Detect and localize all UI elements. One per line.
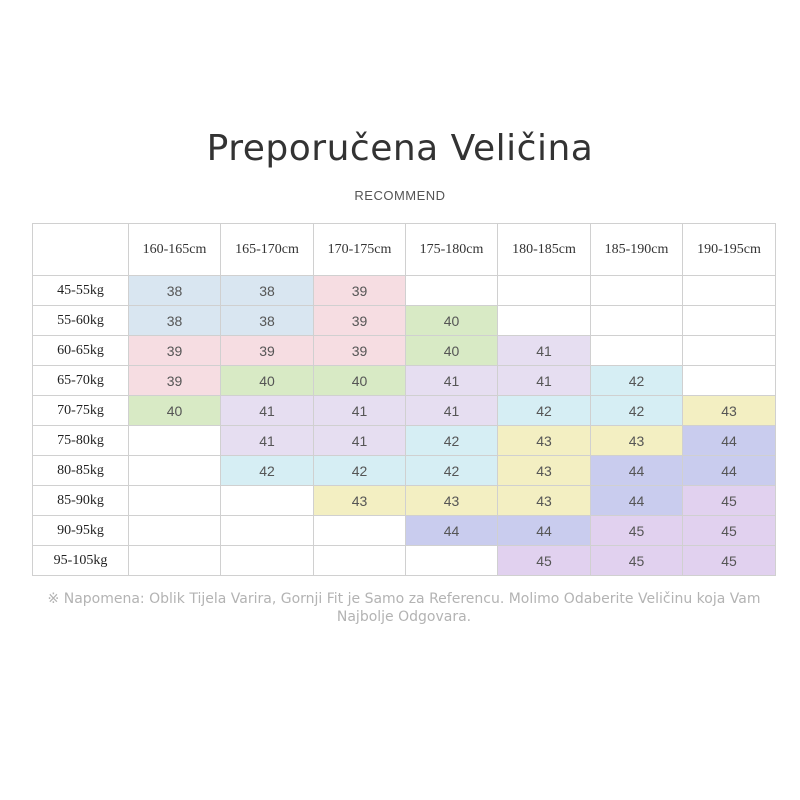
size-cell: 38 xyxy=(221,306,314,336)
size-cell xyxy=(314,516,406,546)
size-cell: 41 xyxy=(221,426,314,456)
size-cell: 42 xyxy=(498,396,591,426)
size-cell xyxy=(129,486,221,516)
header-row xyxy=(33,224,776,276)
size-cell: 42 xyxy=(314,456,406,486)
size-cell xyxy=(221,516,314,546)
size-cell: 40 xyxy=(221,366,314,396)
size-cell: 45 xyxy=(683,516,776,546)
table-row xyxy=(33,456,776,486)
size-cell: 41 xyxy=(498,336,591,366)
size-cell: 40 xyxy=(129,396,221,426)
table-row xyxy=(33,396,776,426)
weight-label: 85-90kg xyxy=(33,486,129,516)
size-cell: 40 xyxy=(406,336,498,366)
size-cell xyxy=(498,306,591,336)
size-cell: 45 xyxy=(498,546,591,576)
size-cell xyxy=(221,546,314,576)
size-cell: 42 xyxy=(591,396,683,426)
size-cell: 38 xyxy=(129,306,221,336)
size-cell: 43 xyxy=(591,426,683,456)
table-row xyxy=(33,306,776,336)
size-cell: 42 xyxy=(591,366,683,396)
size-cell xyxy=(683,336,776,366)
size-cell: 38 xyxy=(129,276,221,306)
height-header: 180-185cm xyxy=(498,224,591,276)
size-recommendation-table xyxy=(32,223,776,576)
size-cell: 41 xyxy=(498,366,591,396)
size-cell: 41 xyxy=(406,366,498,396)
size-cell: 39 xyxy=(129,336,221,366)
size-cell: 41 xyxy=(406,396,498,426)
weight-label: 60-65kg xyxy=(33,336,129,366)
size-cell: 44 xyxy=(683,456,776,486)
size-cell: 39 xyxy=(314,336,406,366)
table-row xyxy=(33,426,776,456)
height-header: 170-175cm xyxy=(314,224,406,276)
height-header: 185-190cm xyxy=(591,224,683,276)
table-row xyxy=(33,276,776,306)
weight-label: 55-60kg xyxy=(33,306,129,336)
size-cell: 43 xyxy=(406,486,498,516)
size-cell: 44 xyxy=(406,516,498,546)
size-cell xyxy=(498,276,591,306)
weight-label: 65-70kg xyxy=(33,366,129,396)
size-cell xyxy=(683,306,776,336)
weight-label: 95-105kg xyxy=(33,546,129,576)
size-note: ※ Napomena: Oblik Tijela Varira, Gornji Fit je Samo za Referencu. Molimo Odaberite Veličinu koja Vam Najbolje Odgovara. xyxy=(47,591,761,625)
size-cell xyxy=(683,276,776,306)
height-header: 190-195cm xyxy=(683,224,776,276)
size-cell: 39 xyxy=(221,336,314,366)
size-cell xyxy=(591,276,683,306)
weight-label: 90-95kg xyxy=(33,516,129,546)
size-cell: 40 xyxy=(314,366,406,396)
size-cell: 41 xyxy=(314,396,406,426)
size-cell: 39 xyxy=(129,366,221,396)
size-cell: 45 xyxy=(683,486,776,516)
size-cell: 45 xyxy=(591,516,683,546)
size-cell: 39 xyxy=(314,306,406,336)
table-row xyxy=(33,486,776,516)
table-row xyxy=(33,366,776,396)
weight-label: 70-75kg xyxy=(33,396,129,426)
size-cell xyxy=(591,336,683,366)
height-header: 160-165cm xyxy=(129,224,221,276)
height-header: 165-170cm xyxy=(221,224,314,276)
height-header: 175-180cm xyxy=(406,224,498,276)
table-row xyxy=(33,336,776,366)
weight-label: 80-85kg xyxy=(33,456,129,486)
size-cell: 45 xyxy=(683,546,776,576)
size-cell: 44 xyxy=(498,516,591,546)
size-cell xyxy=(221,486,314,516)
size-cell: 43 xyxy=(498,426,591,456)
size-cell xyxy=(129,426,221,456)
size-cell: 44 xyxy=(683,426,776,456)
size-cell: 43 xyxy=(498,486,591,516)
size-cell xyxy=(406,546,498,576)
size-cell xyxy=(129,546,221,576)
size-cell: 42 xyxy=(406,426,498,456)
size-cell: 45 xyxy=(591,546,683,576)
table-row xyxy=(33,516,776,546)
size-cell: 38 xyxy=(221,276,314,306)
size-cell: 41 xyxy=(314,426,406,456)
size-cell xyxy=(129,516,221,546)
weight-label: 45-55kg xyxy=(33,276,129,306)
weight-label: 75-80kg xyxy=(33,426,129,456)
size-cell xyxy=(314,546,406,576)
size-cell: 43 xyxy=(683,396,776,426)
size-cell: 42 xyxy=(221,456,314,486)
corner-cell xyxy=(33,224,129,276)
subtitle: RECOMMEND xyxy=(354,188,446,203)
size-cell: 43 xyxy=(314,486,406,516)
size-cell: 43 xyxy=(498,456,591,486)
size-cell: 44 xyxy=(591,486,683,516)
size-cell: 40 xyxy=(406,306,498,336)
size-cell xyxy=(683,366,776,396)
size-cell: 41 xyxy=(221,396,314,426)
size-cell: 44 xyxy=(591,456,683,486)
page-title: Preporučena Veličina xyxy=(206,128,594,169)
table-row xyxy=(33,546,776,576)
size-cell xyxy=(129,456,221,486)
size-cell: 42 xyxy=(406,456,498,486)
size-cell: 39 xyxy=(314,276,406,306)
size-cell xyxy=(406,276,498,306)
size-cell xyxy=(591,306,683,336)
